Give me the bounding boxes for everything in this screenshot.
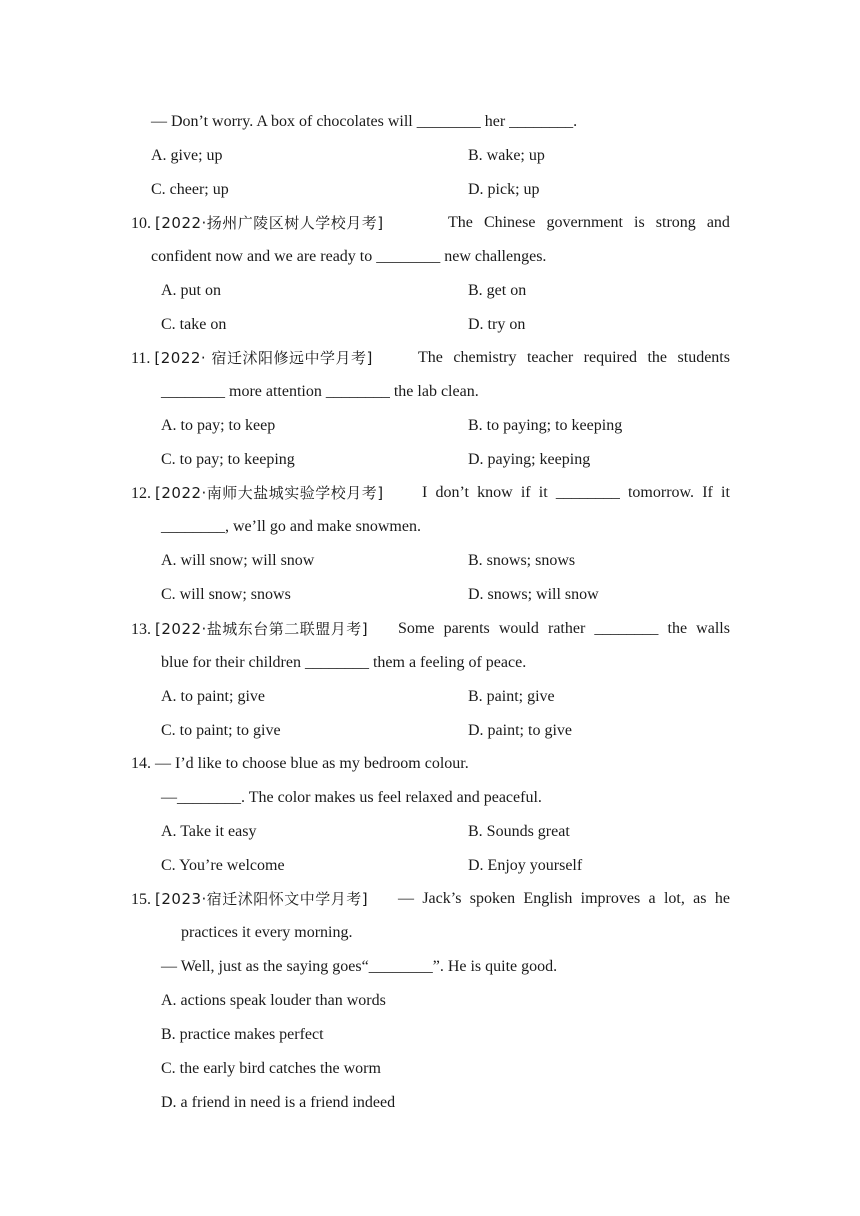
q10-option-a: A. put on [161,282,221,299]
q12-stem-line-2: ________, we’ll go and make snowmen. [161,518,421,535]
q15-option-c: C. the early bird catches the worm [161,1060,381,1077]
q13-option-b: B. paint; give [468,688,555,705]
q12-source: [2022·南师大盐城实验学校月考] [155,484,384,502]
q13-stem-line-2: blue for their children ________ them a feeling of peace. [161,654,527,671]
q10-option-d: D. try on [468,316,526,333]
q9-option-b: B. wake; up [468,147,545,164]
q11-stem-line-1: The chemistry teacher required the students [418,349,730,366]
q11-option-a: A. to pay; to keep [161,417,276,434]
q11-header [131,348,373,369]
q14-option-d: D. Enjoy yourself [468,857,583,874]
q13-option-a: A. to paint; give [161,688,265,705]
q11-option-c: C. to pay; to keeping [161,451,295,468]
q9-option-c: C. cheer; up [151,181,229,198]
q15-stem-line-1: — Jack’s spoken English improves a lot, as he [398,890,730,907]
q13-source: [2022·盐城东台第二联盟月考] [155,620,369,638]
q15-header [131,889,368,910]
q9-option-d: D. pick; up [468,181,540,198]
q14-option-a: A. Take it easy [161,823,257,840]
q10-option-c: C. take on [161,316,227,333]
q15-option-a: A. actions speak louder than words [161,992,386,1009]
q14-stem-line-1: 14. — I’d like to choose blue as my bedroom colour. [131,755,469,772]
q10-number: 10. [131,215,151,232]
q11-option-b: B. to paying; to keeping [468,417,623,434]
q13-header [131,619,368,640]
q12-option-b: B. snows; snows [468,552,576,569]
q11-source: [2022· 宿迁沭阳修远中学月考] [154,349,373,367]
q10-header [131,213,384,234]
q12-option-d: D. snows; will snow [468,586,599,603]
q10-stem-line-2: confident now and we are ready to ________ new challenges. [151,248,547,265]
q11-option-d: D. paying; keeping [468,451,591,468]
q15-source: [2023·宿迁沭阳怀文中学月考] [155,890,369,908]
q14-option-c: C. You’re welcome [161,857,285,874]
q14-option-b: B. Sounds great [468,823,570,840]
q13-option-c: C. to paint; to give [161,722,281,739]
q9-stem-line: — Don’t worry. A box of chocolates will ________ her ________. [151,113,578,130]
q13-option-d: D. paint; to give [468,722,572,739]
q10-stem-line-1: The Chinese government is strong and [448,214,730,231]
q15-stem-line-3: — Well, just as the saying goes“________”. He is quite good. [161,958,558,975]
q13-number: 13. [131,621,151,638]
q14-stem-line-2: —________. The color makes us feel relaxed and peaceful. [161,789,542,806]
q12-option-c: C. will snow; snows [161,586,291,603]
q15-option-b: B. practice makes perfect [161,1026,324,1043]
q9-option-a: A. give; up [151,147,223,164]
q13-stem-line-1: Some parents would rather ________ the walls [398,620,730,637]
q11-stem-line-2: ________ more attention ________ the lab clean. [161,383,479,400]
q15-number: 15. [131,891,151,908]
q15-stem-line-2: practices it every morning. [181,924,353,941]
q12-option-a: A. will snow; will snow [161,552,315,569]
q12-stem-line-1: I don’t know if it ________ tomorrow. If it [422,484,730,501]
q12-number: 12. [131,485,151,502]
q10-option-b: B. get on [468,282,527,299]
q15-option-d: D. a friend in need is a friend indeed [161,1094,396,1111]
q11-number: 11. [131,350,151,367]
q12-header [131,483,384,504]
q10-source: [2022·扬州广陵区树人学校月考] [155,214,384,232]
